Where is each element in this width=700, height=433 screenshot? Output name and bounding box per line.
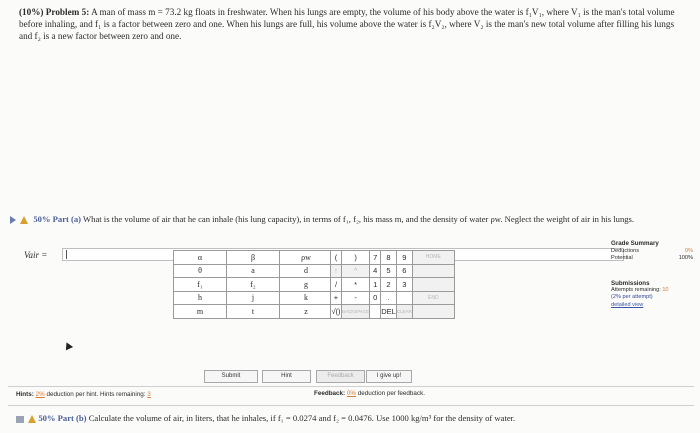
potential-label: Potential <box>611 255 633 261</box>
feedback-label: Feedback: <box>314 390 346 397</box>
grade-summary <box>611 240 693 263</box>
problem-text: A man of mass m = 73.2 kg floats in freshwater. When his lungs are empty, the volume of his body above the water is f₁V₁, where V₁ is the man's total volume before inhaling, and f₁ is a factor between zero and one. When his lungs are full, his volume above the water is f₂V₂, where V₂ is the man's new total volume after filling his lungs and f₂ is a new factor between zero and one. <box>19 7 675 42</box>
problem-statement <box>19 6 687 43</box>
calculator-key[interactable] <box>396 291 412 305</box>
symbol-palette <box>173 250 333 319</box>
calculator-key[interactable]: ^ <box>342 264 370 278</box>
hints-pct: 2% <box>35 391 45 398</box>
calculator-key[interactable]: 1 <box>370 278 381 292</box>
part-b-header <box>16 413 515 423</box>
calculator-key[interactable] <box>412 305 454 319</box>
hints-bar <box>16 391 151 398</box>
calculator-key[interactable]: 3 <box>396 278 412 292</box>
collapsed-part-icon[interactable] <box>16 416 24 423</box>
give-up-button[interactable]: I give up! <box>366 370 412 383</box>
calculator-key[interactable]: END <box>412 291 454 305</box>
divider <box>8 386 694 387</box>
symbol-key[interactable]: z <box>280 305 333 319</box>
calculator-key[interactable]: 8 <box>381 251 397 265</box>
calculator-key[interactable]: 0 <box>370 291 381 305</box>
symbol-key[interactable]: j <box>227 291 280 305</box>
part-a-header <box>10 214 694 225</box>
grade-summary-title: Grade Summary <box>611 240 659 247</box>
symbol-key[interactable]: k <box>280 291 333 305</box>
part-b-question: Calculate the volume of air, in liters, that he inhales, if f₁ = 0.0274 and f₂ = 0.0476. Use 1000 kg/m³ for the density of water. <box>88 413 516 423</box>
feedback-text: deduction per feedback. <box>357 390 425 397</box>
answer-row <box>24 248 50 262</box>
deductions-value: 0% <box>684 247 693 254</box>
mouse-cursor-icon <box>63 341 73 351</box>
calculator-key[interactable]: DEL <box>381 305 397 319</box>
part-a-percent: 50% Part (a) <box>33 214 82 224</box>
calculator-key[interactable] <box>412 278 454 292</box>
symbol-key[interactable]: m <box>174 305 227 319</box>
symbol-key[interactable]: β <box>227 251 280 265</box>
hints-remaining: 3 <box>147 391 151 398</box>
calculator-key[interactable]: ↑ <box>331 264 342 278</box>
symbol-key[interactable]: f₁ <box>174 278 227 292</box>
expand-arrow-icon[interactable] <box>10 216 16 224</box>
text-caret <box>66 250 67 259</box>
answer-label: Vair = <box>24 250 48 260</box>
hints-label: Hints: <box>16 391 34 398</box>
calculator-key[interactable]: ( <box>331 251 342 265</box>
calculator-keypad <box>330 250 455 319</box>
calculator-key[interactable]: * <box>342 278 370 292</box>
calculator-key[interactable]: √() <box>331 305 342 319</box>
part-a-question: What is the volume of air that he can inhale (his lung capacity), in terms of f₁, f₂, his mass m, and the density of water ρw. Neglect the weight of air in his lungs. <box>83 214 635 224</box>
symbol-key[interactable]: α <box>174 251 227 265</box>
submissions-panel <box>611 280 696 309</box>
feedback-pct: 0% <box>346 390 357 397</box>
calculator-key[interactable]: 4 <box>370 264 381 278</box>
symbol-key[interactable]: h <box>174 291 227 305</box>
symbol-key[interactable]: f₂ <box>227 278 280 292</box>
symbol-key[interactable]: g <box>280 278 333 292</box>
calculator-key[interactable]: 5 <box>381 264 397 278</box>
calculator-key[interactable] <box>412 264 454 278</box>
symbol-key[interactable]: a <box>227 264 280 278</box>
feedback-bar <box>314 390 425 397</box>
per-attempt: (2% per attempt) <box>611 294 653 301</box>
symbol-key[interactable]: t <box>227 305 280 319</box>
hints-text: deduction per hint. Hints remaining: <box>46 391 146 398</box>
part-b-percent: 50% Part (b) <box>38 413 87 423</box>
feedback-button[interactable]: Feedback <box>316 370 365 383</box>
calculator-key[interactable]: + <box>331 291 342 305</box>
calculator-key[interactable]: HOME <box>412 251 454 265</box>
calculator-key[interactable]: 7 <box>370 251 381 265</box>
calculator-key[interactable]: 9 <box>396 251 412 265</box>
submit-button[interactable]: Submit <box>204 370 258 383</box>
deductions-label: Deductions <box>611 247 639 254</box>
warning-icon <box>20 216 28 224</box>
attempts-value: 10 <box>662 287 669 294</box>
calculator-key[interactable]: BACKSPACE <box>342 305 370 319</box>
symbol-key[interactable]: ρw <box>280 251 333 265</box>
calculator-key[interactable]: 2 <box>381 278 397 292</box>
calculator-key[interactable]: ) <box>342 251 370 265</box>
hint-button[interactable]: Hint <box>262 370 311 383</box>
calculator-key[interactable]: . <box>381 291 397 305</box>
problem-label: (10%) Problem 5: <box>19 7 90 17</box>
calculator-key[interactable] <box>370 305 381 319</box>
symbol-key[interactable]: θ <box>174 264 227 278</box>
potential-value: 100% <box>678 255 693 261</box>
warning-icon <box>28 415 36 423</box>
calculator-key[interactable]: CLEAR <box>396 305 412 319</box>
calculator-key[interactable]: / <box>331 278 342 292</box>
detailed-view-link[interactable]: detailed view <box>611 301 644 308</box>
calculator-key[interactable]: - <box>342 291 370 305</box>
calculator-key[interactable]: 6 <box>396 264 412 278</box>
submissions-title: Submissions <box>611 280 650 287</box>
symbol-key[interactable]: d <box>280 264 333 278</box>
divider <box>8 405 694 406</box>
attempts-label: Attempts remaining: <box>611 287 661 294</box>
